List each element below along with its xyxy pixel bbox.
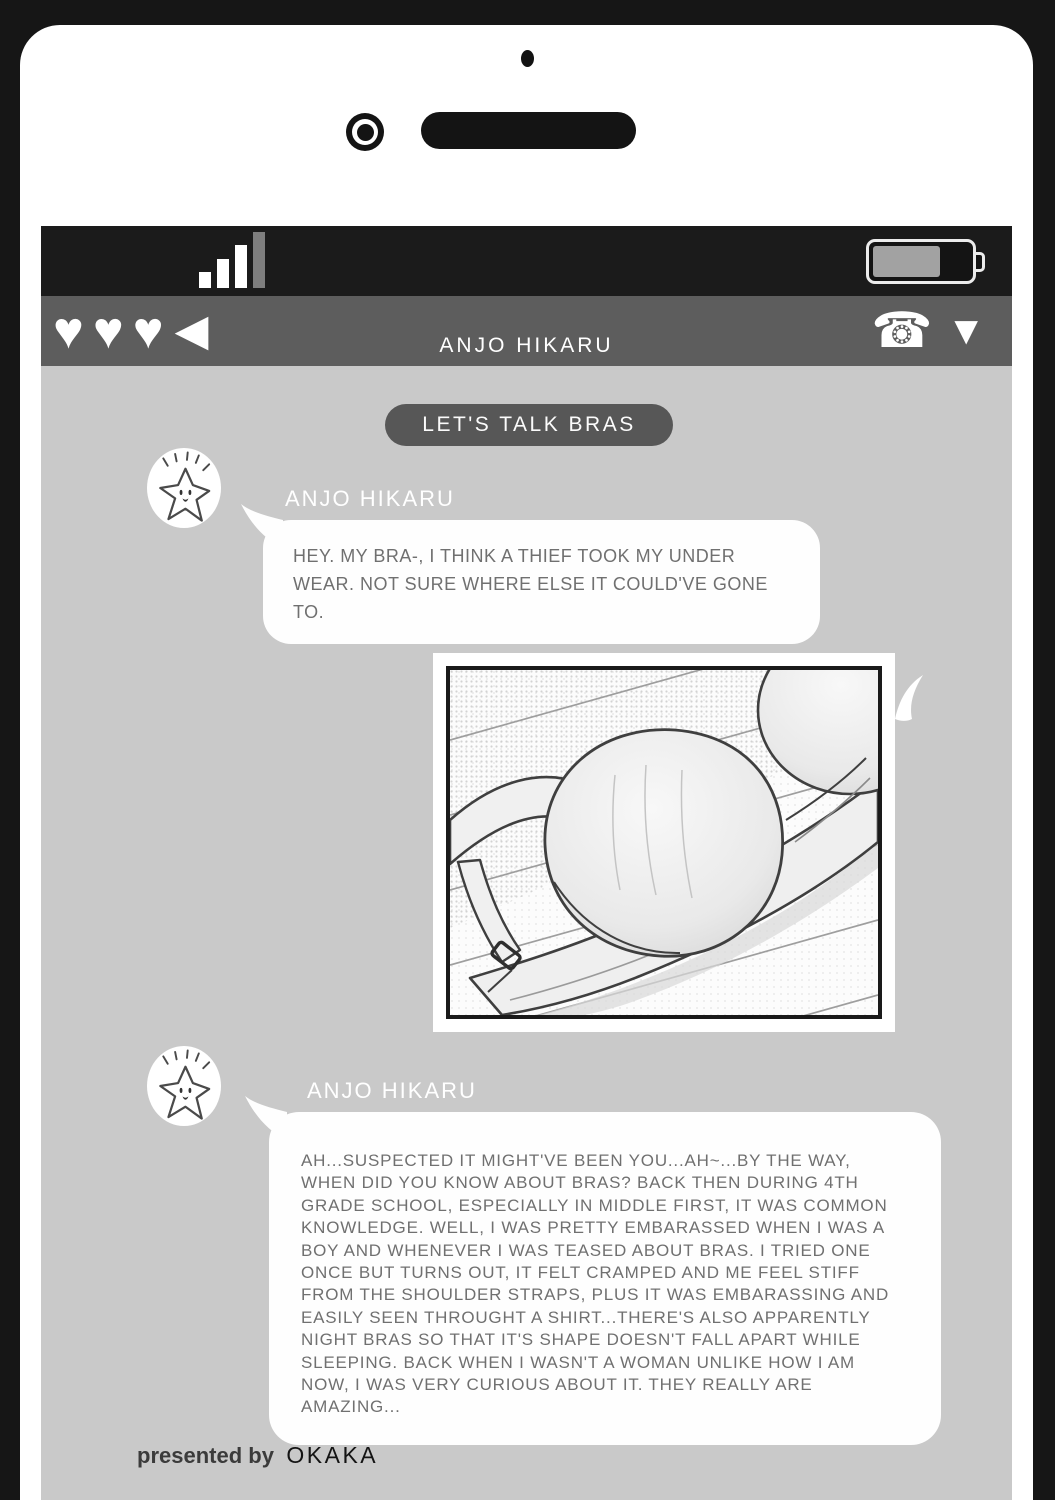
- avatar-star: [147, 1046, 221, 1126]
- credit-line: [137, 1442, 378, 1469]
- front-camera-ring: [352, 119, 378, 145]
- front-camera-icon: [346, 113, 384, 151]
- signal-bar: [235, 245, 247, 288]
- camera-dot-icon: [521, 50, 534, 67]
- star-face-icon: [147, 1046, 221, 1126]
- author-name: OKAKA: [286, 1442, 379, 1468]
- call-button-icon[interactable]: ☎: [871, 303, 933, 358]
- speaker-slot: [421, 112, 636, 149]
- photo-message[interactable]: [433, 653, 895, 1032]
- image-bubble-tail: [895, 675, 925, 721]
- chevron-down-icon[interactable]: ▼: [946, 309, 986, 353]
- battery-icon: [866, 239, 976, 284]
- signal-bar-empty: [253, 232, 265, 288]
- signal-strength-icon: [199, 226, 265, 288]
- battery-nub: [976, 252, 985, 272]
- chat-title: ANJO HIKARU: [439, 334, 614, 357]
- chat-bubble: HEY. MY BRA-, I THINK A THIEF TOOK MY UNDER WEAR. NOT SURE WHERE ELSE IT COULD'VE GONE TO.: [263, 520, 820, 644]
- chat-bubble: AH...SUSPECTED IT MIGHT'VE BEEN YOU...AH~...BY THE WAY, WHEN DID YOU KNOW ABOUT BRAS? BACK THEN DURING 4TH GRADE SCHOOL, ESPECIALLY IN MIDDLE FIRST, IT WAS COMMON KNOWLEDGE. WELL, I WAS PRETTY EMBARASSED WHEN I WAS A BOY AND WHENEVER I WAS TEASED ABOUT BRAS. I TRIED ONE ONCE BUT TURNS OUT, IT FELT CRAMPED AND ME FEEL STIFF FROM THE SHOULDER STRAPS, PLUS IT WAS EMBARASSING AND EASILY SEEN THROUGHT A SHIRT...THERE'S ALSO APPARENTLY NIGHT BRAS SO THAT IT'S SHAPE DOESN'T FALL APART WHILE SLEEPING. BACK WHEN I WASN'T A WOMAN UNLIKE HOW I AM NOW, I WAS VERY CURIOUS ABOUT IT. THEY REALLY ARE AMAZING...: [269, 1112, 941, 1445]
- presented-by-label: presented by: [137, 1443, 274, 1468]
- heart-icon: ♥: [132, 302, 164, 360]
- signal-bar: [217, 259, 229, 288]
- bra-drawing: [450, 670, 878, 1015]
- chat-header-bar: [41, 296, 1012, 366]
- sender-name: ANJO HIKARU: [307, 1078, 477, 1103]
- chat-scroll-area[interactable]: [41, 366, 1012, 1500]
- star-face-icon: [147, 448, 221, 528]
- sender-name: ANJO HIKARU: [285, 486, 455, 511]
- front-camera-lens: [357, 124, 374, 141]
- smartphone-frame: [20, 25, 1033, 1500]
- heart-icon: ♥: [53, 302, 84, 360]
- heart-icon: ♥: [92, 302, 124, 360]
- status-bar: [41, 226, 1012, 296]
- back-button-icon[interactable]: ◀: [174, 306, 209, 355]
- bra-image: [446, 666, 882, 1019]
- battery-fill: [873, 246, 940, 277]
- topic-pill: LET'S TALK BRAS: [385, 404, 673, 446]
- header-right-icons: [871, 296, 986, 366]
- signal-bar: [199, 272, 211, 288]
- avatar-star: [147, 448, 221, 528]
